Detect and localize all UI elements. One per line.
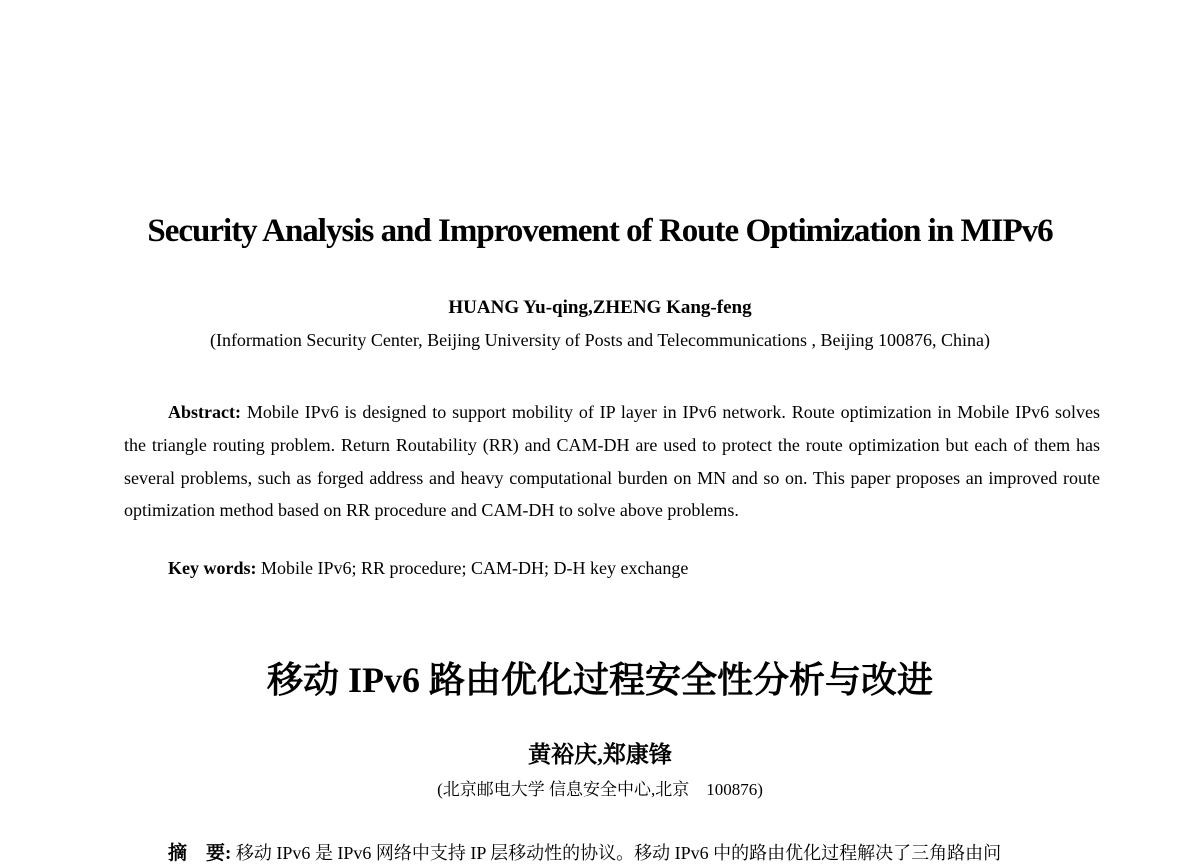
english-authors: HUANG Yu-qing,ZHENG Kang-feng: [448, 297, 752, 318]
keywords-text: Mobile IPv6; RR procedure; CAM-DH; D-H key exchange: [256, 558, 689, 578]
abstract-label: Abstract:: [168, 402, 241, 422]
chinese-affiliation: (北京邮电大学 信息安全中心,北京 100876): [437, 780, 763, 799]
english-abstract: [124, 396, 1100, 527]
abstract-text: Mobile IPv6 is designed to support mobility of IP layer in IPv6 network. Route optimization in Mobile IPv6 solves the triangle routing problem. Return Routability (RR) and CAM-DH are used to protect the route optimization but each of them has several problems, such as forged address and heavy computational burden on MN and so on. This paper proposes an improved route optimization method based on RR procedure and CAM-DH to solve above problems.: [124, 402, 1100, 521]
chinese-abstract-text: 移动 IPv6 是 IPv6 网络中支持 IP 层移动性的协议。移动 IPv6 中的路由优化过程解决了三角路由问: [231, 843, 1002, 863]
english-affiliation: (Information Security Center, Beijing University of Posts and Telecommunications , Beijing 100876, China): [209, 330, 991, 350]
keywords-label: Key words:: [168, 558, 257, 578]
chinese-title: 移动 IPv6 路由优化过程安全性分析与改进: [266, 660, 933, 700]
english-title: Security Analysis and Improvement of Route Optimization in MIPv6: [147, 213, 1053, 249]
chinese-authors: 黄裕庆,郑康锋: [528, 742, 672, 767]
chinese-abstract-label: 摘 要:: [168, 843, 232, 864]
english-keywords: [168, 558, 1098, 579]
